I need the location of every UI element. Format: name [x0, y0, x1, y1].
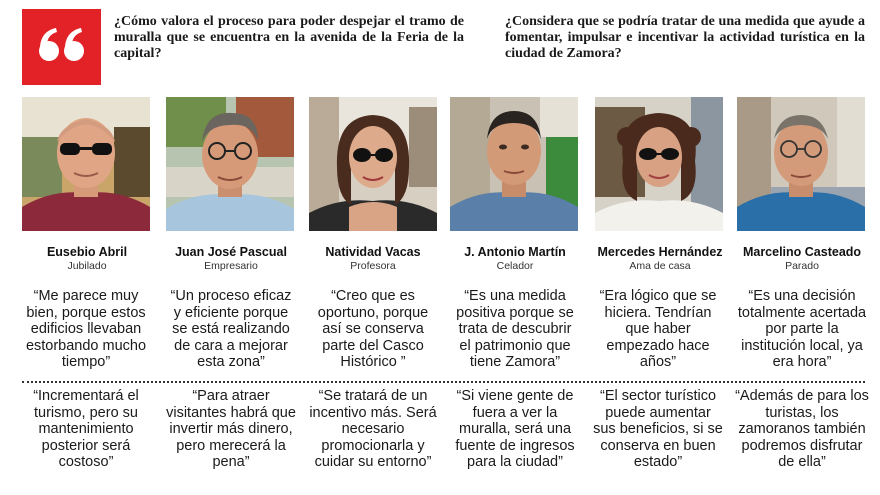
answer-2: “Se tratará de un incentivo más. Será necesario promocionarla y cuidar su entorno”: [309, 388, 437, 470]
person-name: Mercedes Hernández: [597, 245, 723, 259]
person-photo: [166, 97, 294, 231]
person-column: [730, 97, 874, 273]
dotted-divider: [22, 381, 865, 383]
people-section: [0, 97, 880, 495]
person-photo: [737, 97, 865, 231]
person-column: [159, 97, 303, 273]
person-name: Natividad Vacas: [325, 245, 421, 259]
answer-2: “El sector turístico puede aumentar sus beneficios, si se conserva en buen estado”: [593, 388, 723, 470]
quote-icon: [22, 9, 101, 85]
person-role: Celador: [496, 260, 534, 272]
person-role: Jubilado: [67, 260, 107, 272]
person-photo: [22, 97, 150, 231]
person-column: [588, 97, 732, 273]
question-2: ¿Considera que se podría tratar de una medida que ayude a fomentar, impulsar e incentivar la actividad turística en la ciudad de Zamora?: [505, 14, 865, 61]
question-1: ¿Cómo valora el proceso para poder despejar el tramo de muralla que se encuentra en la avenida de la Feria de la capital?: [114, 14, 464, 61]
answer-1: “Creo que es oportuno, porque así se conserva parte del Casco Histórico ”: [317, 288, 429, 370]
answer-1: “Es una decisión totalmente acertada por parte la institución local, ya era hora”: [737, 288, 867, 370]
person-name: Juan José Pascual: [175, 245, 287, 259]
person-column: [301, 97, 445, 273]
answer-2: “Para atraer visitantes habrá que invertir más dinero, pero merecerá la pena”: [166, 388, 296, 470]
person-column: [443, 97, 587, 273]
answer-1: “Era lógico que se hiciera. Tendrían que haber empezado hace años”: [599, 288, 717, 370]
quote-logo: [22, 9, 101, 85]
person-role: Empresario: [204, 260, 258, 272]
answer-1: “Me parece muy bien, porque estos edificios llevaban estorbando mucho tiempo”: [25, 288, 147, 370]
person-photo: [595, 97, 723, 231]
answer-1: “Un proceso eficaz y eficiente porque se está realizando de cara a mejorar esta zona”: [170, 288, 292, 370]
answer-2: “Además de para los turistas, los zamoranos también podremos disfrutar de ella”: [735, 388, 869, 470]
person-photo: [309, 97, 437, 231]
person-name: J. Antonio Martín: [464, 245, 566, 259]
answer-2: “Si viene gente de fuera a ver la muralla, será una fuente de ingresos para la ciudad”: [455, 388, 575, 470]
person-column: [15, 97, 159, 273]
person-role: Ama de casa: [629, 260, 691, 272]
person-role: Parado: [785, 260, 819, 272]
person-photo: [450, 97, 578, 231]
person-name: Eusebio Abril: [46, 245, 128, 259]
person-name: Marcelino Casteado: [742, 245, 862, 259]
person-role: Profesora: [350, 260, 396, 272]
answer-1: “Es una medida positiva porque se trata de descubrir el patrimonio que tiene Zamora”: [456, 288, 574, 370]
answer-2: “Incrementará el turismo, pero su mantenimiento posterior será costoso”: [33, 388, 139, 470]
